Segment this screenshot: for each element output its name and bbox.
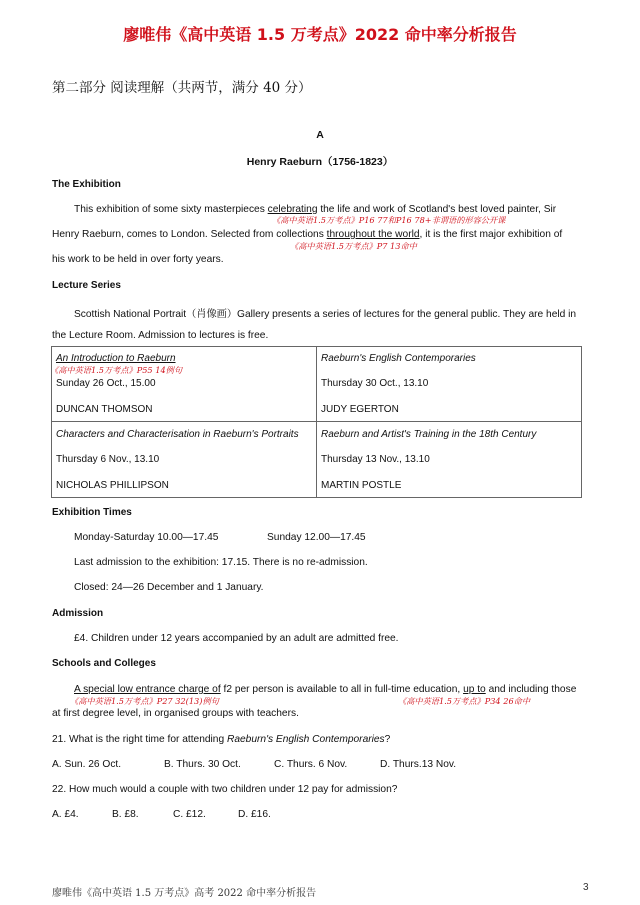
page-footer: 廖唯伟《高中英语 1.5 万考点》高考 2022 命中率分析报告 (52, 888, 317, 899)
lecture-table (51, 346, 582, 498)
admission-text: £4. Children under 12 years accompanied by an adult are admitted free. (74, 633, 399, 644)
page-number: 3 (583, 882, 589, 893)
lecture-speaker: JUDY EGERTON (321, 404, 399, 415)
annotation-note: 《高中英语1.5万考点》P7 13命中 (290, 241, 417, 251)
admission-heading: Admission (52, 608, 104, 619)
exhibition-line-1: This exhibition of some sixty masterpieces celebrating the life and work of Scotland's best loved painter, Sir (74, 204, 557, 215)
schools-heading: Schools and Colleges (52, 658, 156, 669)
lecture-date: Thursday 30 Oct., 13.10 (321, 378, 429, 389)
lecture-date: Sunday 26 Oct., 15.00 (56, 378, 156, 389)
exhibition-line-2: Henry Raeburn, comes to London. Selected from collections throughout the world, it is the first major exhibition of (52, 229, 563, 240)
lecture-cell (52, 347, 317, 422)
lecture-title: Characters and Characterisation in Raeburn's Portraits (56, 429, 299, 440)
question-22-option-a: A. £4. (52, 809, 79, 820)
lecture-title: Raeburn and Artist's Training in the 18th Century (321, 429, 537, 440)
annotation-note: 《高中英语1.5万考点》P16 77和P16 78+非谓语的形容公开课 (272, 215, 506, 225)
times-last-admission: Last admission to the exhibition: 17.15. There is no re-admission. (74, 557, 368, 568)
question-21-option-b: B. Thurs. 30 Oct. (164, 759, 241, 770)
annotation-note: 《高中英语1.5万考点》P55 14例句 (50, 365, 183, 375)
question-21-option-a: A. Sun. 26 Oct. (52, 759, 122, 770)
question-22-option-d: D. £16. (238, 809, 271, 820)
times-heading: Exhibition Times (52, 507, 132, 518)
lecture-speaker: DUNCAN THOMSON (56, 404, 153, 415)
annotation-note: 《高中英语1.5万考点》P27 32(13)例句 (70, 696, 219, 706)
lecture-speaker: NICHOLAS PHILLIPSON (56, 480, 169, 491)
lecture-title: Raeburn's English Contemporaries (321, 353, 476, 364)
passage-title: Henry Raeburn（1756-1823） (246, 156, 394, 168)
times-sunday: Sunday 12.00—17.45 (267, 532, 366, 543)
page-title: 廖唯伟《高中英语 1.5 万考点》2022 命中率分析报告 (123, 25, 517, 44)
exhibition-heading: The Exhibition (52, 179, 121, 190)
passage-letter: A (316, 129, 324, 141)
times-closed: Closed: 24—26 December and 1 January. (74, 582, 264, 593)
question-21-stem: 21. What is the right time for attending Raeburn's English Contemporaries? (52, 734, 391, 745)
schools-line-1: A special low entrance charge of f2 per person is available to all in full-time education, up to and including those (74, 684, 577, 695)
question-21-option-d: D. Thurs.13 Nov. (380, 759, 457, 770)
lecture-line-1: Scottish National Portrait（肖像画）Gallery presents a series of lectures for the general public. They are held in (74, 309, 577, 320)
lecture-heading: Lecture Series (52, 280, 121, 291)
lecture-title: An Introduction to Raeburn (56, 353, 176, 364)
annotation-note: 《高中英语1.5万考点》P34 26命中 (398, 696, 531, 706)
question-22-stem: 22. How much would a couple with two children under 12 pay for admission? (52, 784, 398, 795)
question-21-option-c: C. Thurs. 6 Nov. (274, 759, 348, 770)
lecture-speaker: MARTIN POSTLE (321, 480, 402, 491)
lecture-cell (52, 422, 317, 498)
lecture-date: Thursday 6 Nov., 13.10 (56, 454, 160, 465)
exhibition-line-3: his work to be held in over forty years. (52, 254, 224, 265)
lecture-date: Thursday 13 Nov., 13.10 (321, 454, 430, 465)
question-22-option-b: B. £8. (112, 809, 139, 820)
question-22-option-c: C. £12. (173, 809, 206, 820)
lecture-cell (317, 422, 582, 498)
times-weekday: Monday-Saturday 10.00—17.45 (74, 532, 219, 543)
lecture-cell (317, 347, 582, 422)
lecture-line-2: the Lecture Room. Admission to lectures is free. (52, 330, 269, 341)
schools-line-2: at first degree level, in organised groups with teachers. (52, 708, 299, 719)
part-heading: 第二部分 阅读理解（共两节，满分 40 分） (52, 80, 312, 96)
